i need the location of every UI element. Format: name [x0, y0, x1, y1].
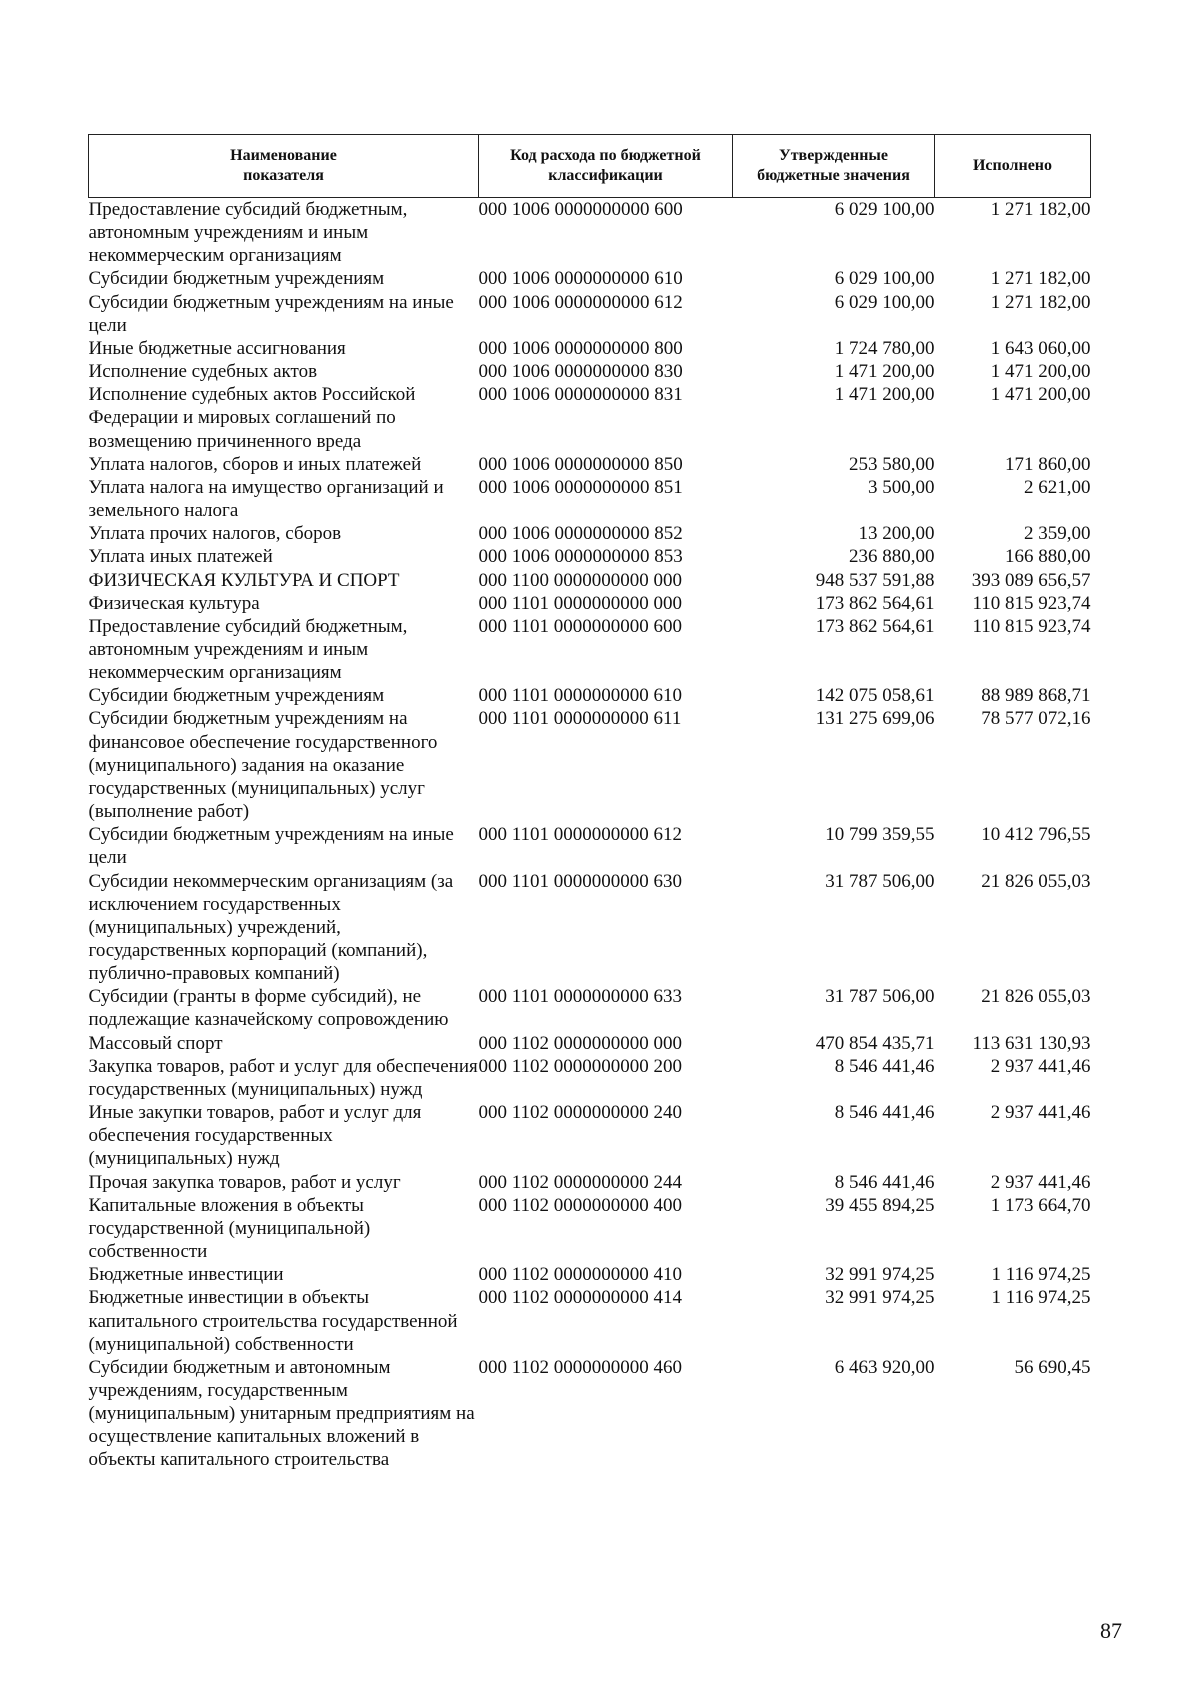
- row-executed-cell: 2 359,00: [1024, 523, 1091, 545]
- row-code-cell: 000 1102 0000000000 200: [478, 1055, 683, 1077]
- row-code-cell: 000 1006 0000000000 800: [478, 337, 683, 359]
- row-code-cell: 000 1102 0000000000 400: [478, 1194, 683, 1216]
- table-row: [89, 592, 1091, 615]
- row-code-cell: 000 1102 0000000000 244: [478, 1171, 683, 1193]
- table-row: [89, 453, 1091, 476]
- row-name-cell: Уплата налога на имущество организаций и земельного налога: [88, 476, 444, 522]
- row-code-cell: 000 1102 0000000000 460: [478, 1356, 683, 1378]
- table-row: [89, 291, 1091, 337]
- row-approved-cell: 13 200,00: [858, 523, 935, 545]
- row-name-cell: Предоставление субсидий бюджетным, автономным учреждениям и иным некоммерческим организациям: [88, 199, 408, 267]
- row-approved-cell: 142 075 058,61: [815, 685, 935, 707]
- row-name-cell: Предоставление субсидий бюджетным, автономным учреждениям и иным некоммерческим организациям: [88, 615, 408, 684]
- row-executed-cell: 166 880,00: [1005, 546, 1091, 568]
- row-name-cell: Капитальные вложения в объекты государственной (муниципальной) собственности: [88, 1194, 371, 1263]
- row-executed-cell: 1 271 182,00: [990, 199, 1091, 220]
- table-row: [89, 522, 1091, 545]
- row-name-cell: Иные бюджетные ассигнования: [88, 337, 346, 359]
- row-code-cell: 000 1006 0000000000 600: [478, 199, 683, 220]
- row-executed-cell: 2 621,00: [1024, 476, 1091, 498]
- row-approved-cell: 948 537 591,88: [815, 569, 935, 591]
- row-executed-cell: 56 690,45: [1014, 1356, 1091, 1378]
- row-approved-cell: 1 724 780,00: [834, 337, 935, 359]
- row-name-cell: Прочая закупка товаров, работ и услуг: [88, 1171, 401, 1193]
- row-approved-cell: 131 275 699,06: [815, 708, 935, 730]
- header-approved-line1: Утвержденные: [778, 147, 889, 164]
- row-name-cell: Исполнение судебных актов Российской Федерации и мировых соглашений по возмещению причиненного вреда: [88, 384, 416, 452]
- row-executed-cell: 1 471 200,00: [990, 361, 1091, 383]
- row-name-cell: Иные закупки товаров, работ и услуг для обеспечения государственных (муниципальных) нужд: [88, 1102, 422, 1170]
- table-row: [89, 1194, 1091, 1263]
- row-name-cell: Закупка товаров, работ и услуг для обеспечения государственных (муниципальных) нужд: [88, 1055, 478, 1100]
- table-row: [89, 1356, 1091, 1472]
- row-executed-cell: 110 815 923,74: [972, 592, 1091, 614]
- row-approved-cell: 236 880,00: [849, 546, 935, 568]
- table-row: [89, 360, 1091, 383]
- row-executed-cell: 1 471 200,00: [990, 384, 1091, 406]
- row-approved-cell: 31 787 506,00: [825, 870, 935, 892]
- table-row: [89, 870, 1091, 986]
- header-name-line2: показателя: [243, 167, 324, 184]
- row-name-cell: Массовый спорт: [88, 1032, 223, 1054]
- header-approved-line2: бюджетные значения: [757, 167, 910, 184]
- table-row: [89, 1286, 1091, 1355]
- row-approved-cell: 470 854 435,71: [815, 1032, 935, 1054]
- row-name-cell: Уплата прочих налогов, сборов: [88, 523, 342, 545]
- table-row: [89, 1055, 1091, 1101]
- row-name-cell: ФИЗИЧЕСКАЯ КУЛЬТУРА И СПОРТ: [88, 569, 400, 591]
- row-approved-cell: 173 862 564,61: [815, 615, 935, 637]
- row-executed-cell: 21 826 055,03: [981, 986, 1091, 1008]
- row-executed-cell: 113 631 130,93: [972, 1032, 1091, 1054]
- page-number: 87: [1100, 1618, 1122, 1643]
- row-executed-cell: 110 815 923,74: [972, 615, 1091, 637]
- row-code-cell: 000 1006 0000000000 610: [478, 268, 683, 290]
- row-executed-cell: 88 989 868,71: [981, 685, 1091, 707]
- row-executed-cell: 2 937 441,46: [990, 1171, 1091, 1193]
- row-name-cell: Уплата иных платежей: [88, 546, 273, 568]
- header-name: [89, 135, 479, 198]
- table-row: [89, 1101, 1091, 1170]
- row-approved-cell: 6 029 100,00: [834, 199, 935, 220]
- row-code-cell: 000 1102 0000000000 000: [478, 1032, 683, 1054]
- row-approved-cell: 8 546 441,46: [834, 1171, 935, 1193]
- row-executed-cell: 1 173 664,70: [990, 1194, 1091, 1216]
- row-approved-cell: 1 471 200,00: [834, 384, 935, 406]
- row-code-cell: 000 1006 0000000000 852: [478, 523, 683, 545]
- row-approved-cell: 253 580,00: [849, 453, 935, 475]
- row-code-cell: 000 1102 0000000000 414: [478, 1287, 683, 1309]
- table-row: [89, 985, 1091, 1031]
- row-name-cell: Субсидии (гранты в форме субсидий), не подлежащие казначейскому сопровождению: [88, 986, 449, 1031]
- row-name-cell: Субсидии бюджетным учреждениям на иные цели: [88, 824, 454, 869]
- table-row: [89, 1171, 1091, 1194]
- row-name-cell: Исполнение судебных актов: [88, 361, 318, 383]
- row-executed-cell: 2 937 441,46: [990, 1055, 1091, 1077]
- row-code-cell: 000 1101 0000000000 630: [478, 870, 683, 892]
- row-code-cell: 000 1101 0000000000 000: [478, 592, 683, 614]
- row-executed-cell: 21 826 055,03: [981, 870, 1091, 892]
- table-row: [89, 476, 1091, 522]
- row-approved-cell: 32 991 974,25: [825, 1287, 935, 1309]
- header-executed: [935, 135, 1091, 198]
- header-name-line1: Наименование: [230, 147, 337, 164]
- row-name-cell: Субсидии бюджетным учреждениям на финансовое обеспечение государственного (муниципального) задания на оказание государственных (муниципальных) услуг (выполнение работ): [88, 708, 438, 823]
- row-code-cell: 000 1102 0000000000 410: [478, 1264, 683, 1286]
- table-row: [89, 823, 1091, 869]
- row-approved-cell: 32 991 974,25: [825, 1264, 935, 1286]
- header-code-line1: Код расхода по бюджетной: [510, 147, 701, 164]
- row-code-cell: 000 1101 0000000000 610: [478, 685, 683, 707]
- header-code: [479, 135, 733, 198]
- table-row: [89, 615, 1091, 684]
- row-executed-cell: 78 577 072,16: [981, 708, 1091, 730]
- row-name-cell: Субсидии бюджетным учреждениям: [88, 268, 385, 290]
- row-code-cell: 000 1006 0000000000 612: [478, 291, 683, 313]
- report-page: [88, 134, 1090, 1472]
- row-executed-cell: 10 412 796,55: [981, 824, 1091, 846]
- table-row: [89, 198, 1091, 268]
- row-name-cell: Уплата налогов, сборов и иных платежей: [88, 453, 422, 475]
- row-executed-cell: 1 643 060,00: [990, 337, 1091, 359]
- row-approved-cell: 8 546 441,46: [834, 1055, 935, 1077]
- row-code-cell: 000 1006 0000000000 850: [478, 453, 683, 475]
- table-header: [89, 135, 1091, 198]
- row-executed-cell: 171 860,00: [1005, 453, 1091, 475]
- table-row: [89, 1263, 1091, 1286]
- table-row: [89, 545, 1091, 568]
- row-executed-cell: 2 937 441,46: [990, 1102, 1091, 1124]
- row-approved-cell: 8 546 441,46: [834, 1102, 935, 1124]
- row-code-cell: 000 1006 0000000000 831: [478, 384, 683, 406]
- row-approved-cell: 39 455 894,25: [825, 1194, 935, 1216]
- table-body: [89, 198, 1091, 1472]
- row-approved-cell: 6 463 920,00: [834, 1356, 935, 1378]
- table-row: [89, 707, 1091, 823]
- table-row: [89, 267, 1091, 290]
- row-executed-cell: 393 089 656,57: [971, 569, 1091, 591]
- row-approved-cell: 6 029 100,00: [834, 268, 935, 290]
- table-row: [89, 684, 1091, 707]
- row-code-cell: 000 1006 0000000000 851: [478, 476, 683, 498]
- row-code-cell: 000 1102 0000000000 240: [478, 1102, 683, 1124]
- table-row: [89, 1032, 1091, 1055]
- row-executed-cell: 1 116 974,25: [991, 1287, 1091, 1309]
- row-code-cell: 000 1101 0000000000 600: [478, 615, 683, 637]
- row-code-cell: 000 1101 0000000000 612: [478, 824, 683, 846]
- row-name-cell: Субсидии бюджетным учреждениям на иные цели: [88, 291, 454, 336]
- row-name-cell: Субсидии бюджетным учреждениям: [88, 685, 385, 707]
- row-approved-cell: 31 787 506,00: [825, 986, 935, 1008]
- row-code-cell: 000 1101 0000000000 611: [478, 708, 682, 730]
- header-approved: [733, 135, 935, 198]
- table-row: [89, 569, 1091, 592]
- row-approved-cell: 6 029 100,00: [834, 291, 935, 313]
- row-approved-cell: 173 862 564,61: [815, 592, 935, 614]
- budget-execution-table: [88, 134, 1091, 1472]
- row-code-cell: 000 1006 0000000000 830: [478, 361, 683, 383]
- row-name-cell: Физическая культура: [88, 592, 260, 614]
- header-executed-label: Исполнено: [972, 157, 1053, 174]
- row-approved-cell: 1 471 200,00: [834, 361, 935, 383]
- row-name-cell: Бюджетные инвестиции в объекты капитального строительства государственной (муниципальной) собственности: [88, 1287, 458, 1355]
- row-approved-cell: 10 799 359,55: [825, 824, 935, 846]
- table-row: [89, 337, 1091, 360]
- row-name-cell: Субсидии некоммерческим организациям (за исключением государственных (муниципальных) учреждений, государственных корпораций (компаний), публично-правовых компаний): [88, 870, 454, 985]
- row-code-cell: 000 1101 0000000000 633: [478, 986, 683, 1008]
- row-code-cell: 000 1100 0000000000 000: [478, 569, 683, 591]
- header-code-line2: классификации: [548, 167, 663, 184]
- row-approved-cell: 3 500,00: [868, 476, 935, 498]
- row-name-cell: Субсидии бюджетным и автономным учреждениям, государственным (муниципальным) унитарным предприятиям на осуществление капитальных вложений в объекты капитального строительства: [88, 1356, 475, 1471]
- row-name-cell: Бюджетные инвестиции: [88, 1264, 284, 1286]
- table-row: [89, 383, 1091, 452]
- row-code-cell: 000 1006 0000000000 853: [478, 546, 683, 568]
- row-executed-cell: 1 271 182,00: [990, 268, 1091, 290]
- row-executed-cell: 1 271 182,00: [990, 291, 1091, 313]
- row-executed-cell: 1 116 974,25: [991, 1264, 1091, 1286]
